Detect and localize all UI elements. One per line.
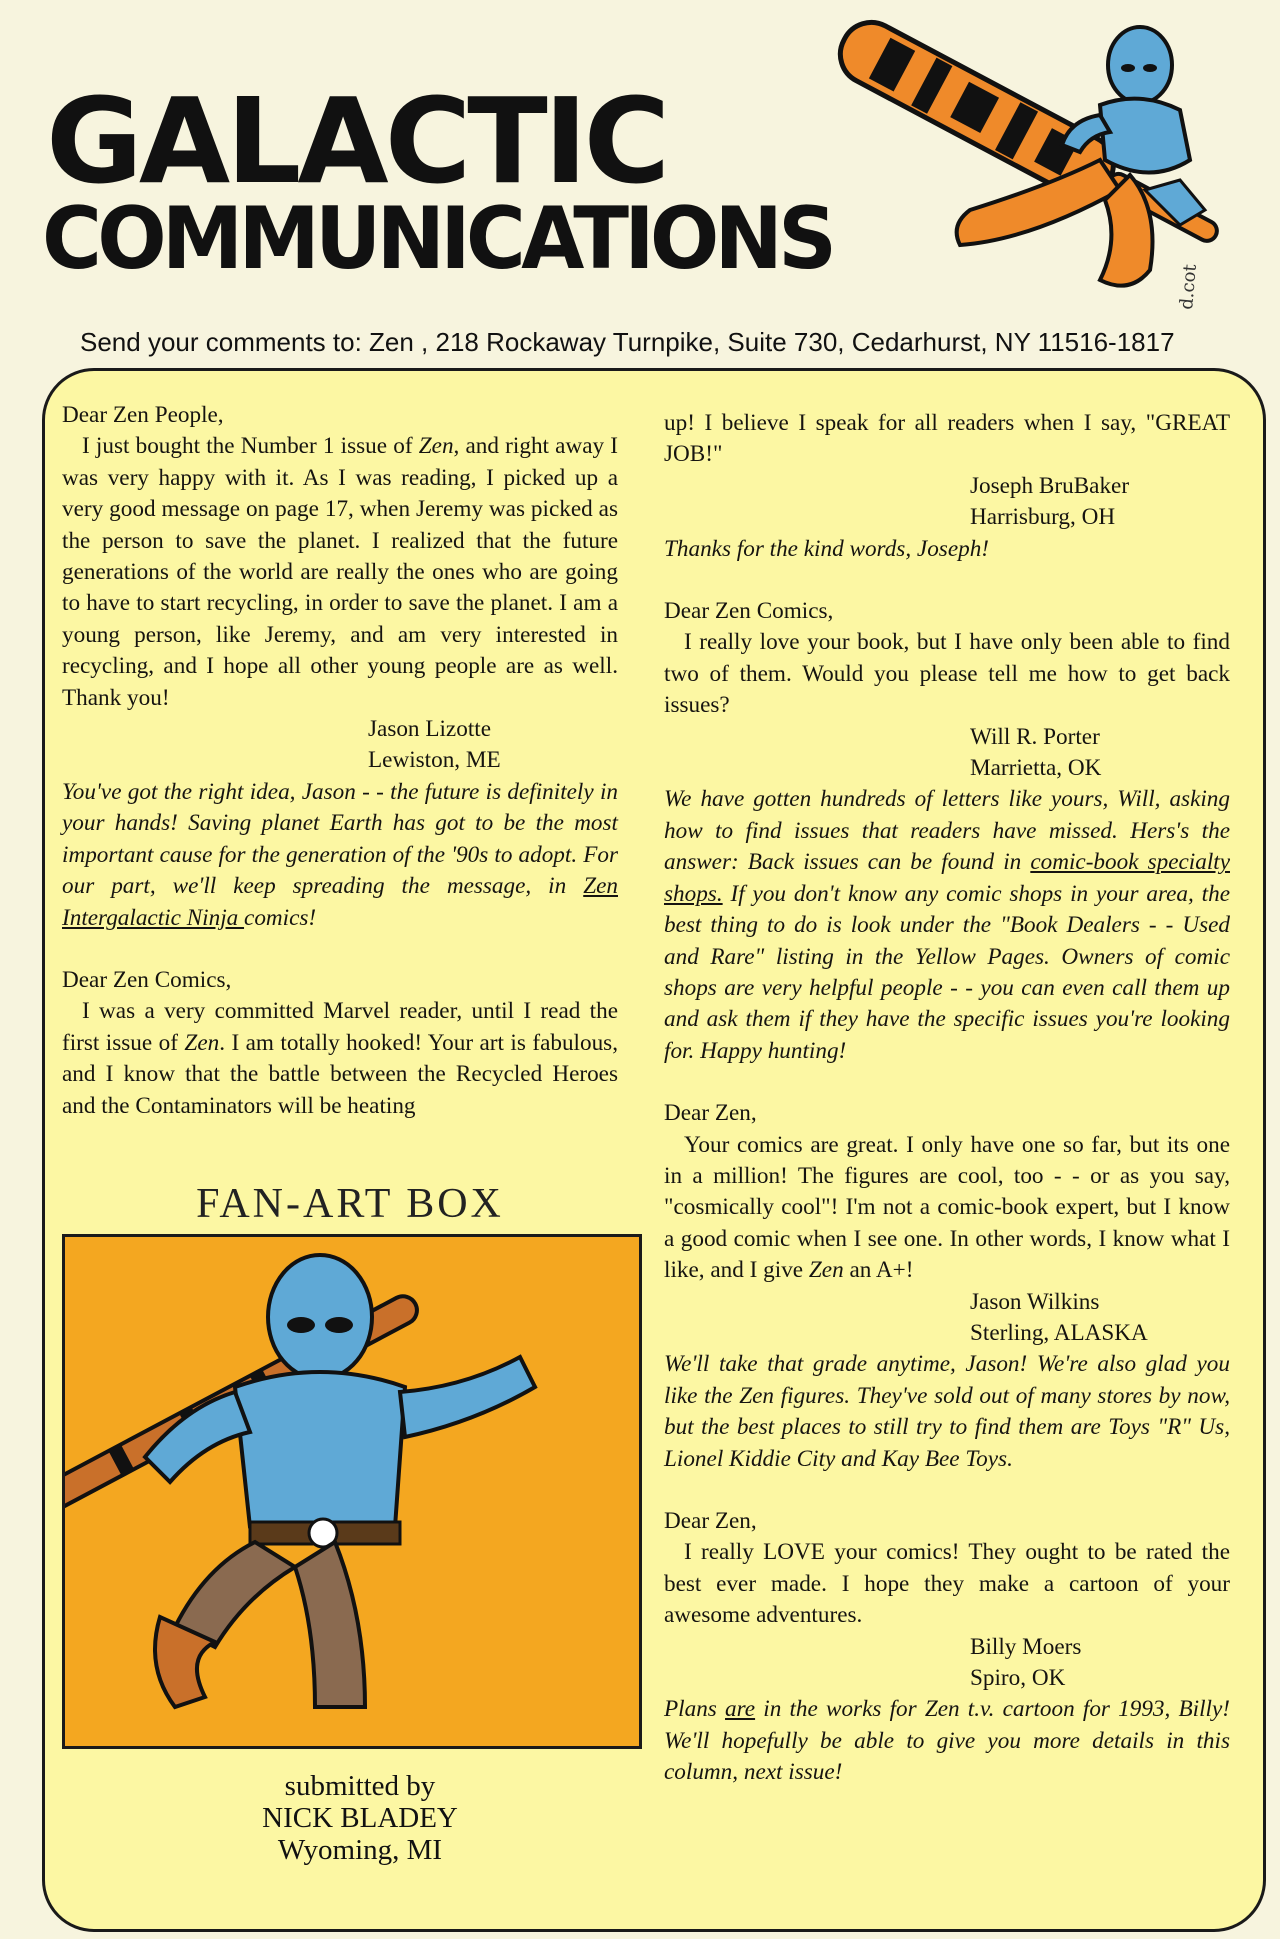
fan-art-frame	[62, 1234, 642, 1749]
letter2-body	[62, 996, 618, 1122]
letter3-body: I really love your book, but I have only been able to find two of them. Would you please tell me how to get back issues?	[664, 629, 1230, 719]
letters-column-left	[62, 400, 618, 1122]
letter1-reply-a: You've got the right idea, Jason - - the future is definitely in your hands! Saving planet Earth has got to be the most important cause for the generation of the '90s to adopt. For our part, we'll keep spreading the message, in	[62, 778, 618, 900]
submission-address: Send your comments to: Zen , 218 Rockaway Turnpike, Suite 730, Cedarhurst, NY 11516-1817	[80, 327, 1175, 357]
letter2-body-a: I was a very committed Marvel reader, until I read the first issue of	[62, 998, 618, 1056]
letter3-signature-name: Will R. Porter	[970, 723, 1100, 750]
letter3-reply-a: We have gotten hundreds of letters like yours, Will, asking how to find issues that readers have missed. Hers's the answer: Back issues can be found in	[664, 786, 1230, 876]
letter1-reply-underline: Zen Intergalactic Ninja	[62, 873, 618, 931]
letter1-body-b: , and right away I was very happy with it. As I was reading, I picked up a very good message on page 17, when Jeremy was picked as the person to save the planet. I realized that the future generations of the world are really the ones who are going to have to start recycling, in order to save the planet. I am a young person, like Jeremy, and am very interested in recycling, and I hope all other young people are as well. Thank you!	[62, 433, 619, 711]
letter4-signature-name: Jason Wilkins	[970, 1288, 1100, 1315]
letter1-salutation: Dear Zen People,	[62, 402, 224, 428]
letter3-reply-underline: comic-book specialty shops.	[664, 849, 1230, 907]
letter5-reply-underline: are	[725, 1696, 756, 1723]
letter5-reply-a: Plans	[664, 1696, 726, 1723]
letter2-salutation: Dear Zen Comics,	[62, 966, 232, 993]
letter5-salutation: Dear Zen,	[664, 1508, 757, 1534]
letter2-continuation: up! I believe I speak for all readers when I say, "GREAT JOB!"	[664, 410, 1230, 468]
letter5-signature-place: Spiro, OK	[970, 1665, 1066, 1692]
page-title-line2: COMMUNICATIONS	[42, 189, 833, 289]
letter3-signature-place: Marrietta, OK	[970, 755, 1102, 782]
fan-art-credit-place: Wyoming, MI	[277, 1834, 443, 1866]
letter4-body-a: Your comics are great. I only have one so far, but its one in a million! The figures are cool, too - - or as you say, "cosmically cool"! I'm not a comic-book expert, but I know a good comic when I see one. In other words, I know what I like, and I give	[664, 1131, 1230, 1284]
fan-art-credit-name: NICK BLADEY	[262, 1802, 458, 1834]
letter4-body	[664, 1130, 1230, 1287]
letter2-body-b: . I am totally hooked! Your art is fabulous, and I know that the battle between the Recycled Heroes and the Contaminators will be heating	[62, 1029, 618, 1119]
letter1-reply-b: comics!	[244, 904, 317, 931]
letter5-body: I really LOVE your comics! They ought to be rated the best ever made. I hope they make a cartoon of your awesome adventures.	[664, 1539, 1230, 1629]
letter4-body-zen: Zen	[808, 1257, 844, 1284]
page-title-line1: GALACTIC	[46, 72, 667, 210]
letter1-body-zen: Zen	[418, 433, 454, 460]
letter2-signature-place: Harrisburg, OH	[970, 504, 1116, 531]
letter4-signature-place: Sterling, ALASKA	[970, 1319, 1148, 1346]
letter1-signature-place: Lewiston, ME	[368, 747, 501, 774]
letter4-salutation: Dear Zen,	[664, 1100, 757, 1127]
zen-header-illustration	[800, 10, 1220, 320]
letter1-reply	[62, 777, 618, 934]
fan-art-credit-line1: submitted by	[284, 1770, 436, 1802]
letters-column-right	[664, 408, 1230, 1789]
letter3-reply	[664, 784, 1230, 1067]
letter4-reply: We'll take that grade anytime, Jason! We're also glad you like the Zen figures. They've sold out of many stores by now, but the best places to still try to find them are Toys "R" Us, Lionel Kiddie City and Kay Bee Toys.	[664, 1351, 1230, 1472]
letter5-signature-name: Billy Moers	[970, 1633, 1082, 1660]
fan-art-title: FAN-ART BOX	[196, 1181, 504, 1227]
letter2-signature-name: Joseph BruBaker	[970, 472, 1130, 499]
svg-text:d.cot: d.cot	[1176, 263, 1201, 311]
letter1-signature-name: Jason Lizotte	[368, 716, 491, 743]
letter3-salutation: Dear Zen Comics,	[664, 598, 834, 625]
letter2-reply: Thanks for the kind words, Joseph!	[664, 535, 990, 562]
letter4-body-b: an A+!	[843, 1257, 914, 1284]
letter5-reply-b: in the works for Zen t.v. cartoon for 1993, Billy! We'll hopefully be able to give you more details in this column, next issue!	[664, 1696, 1231, 1786]
letter3-reply-b: If you don't know any comic shops in your area, the best thing to do is look under the "Book Dealers - - Used and Rare" listing in the Yellow Pages. Owners of comic shops are very helpful people - - you can even call them up and ask them if they have the specific issues you're looking for. Happy hunting!	[664, 880, 1230, 1064]
fan-art-illustration	[65, 1237, 642, 1749]
letter5-reply	[664, 1694, 1230, 1788]
letter1-body-a: I just bought the Number 1 issue of	[82, 433, 419, 460]
letter2-body-zen: Zen	[184, 1029, 220, 1056]
letter1-body	[62, 431, 618, 714]
fan-art-credit	[200, 1770, 520, 1866]
